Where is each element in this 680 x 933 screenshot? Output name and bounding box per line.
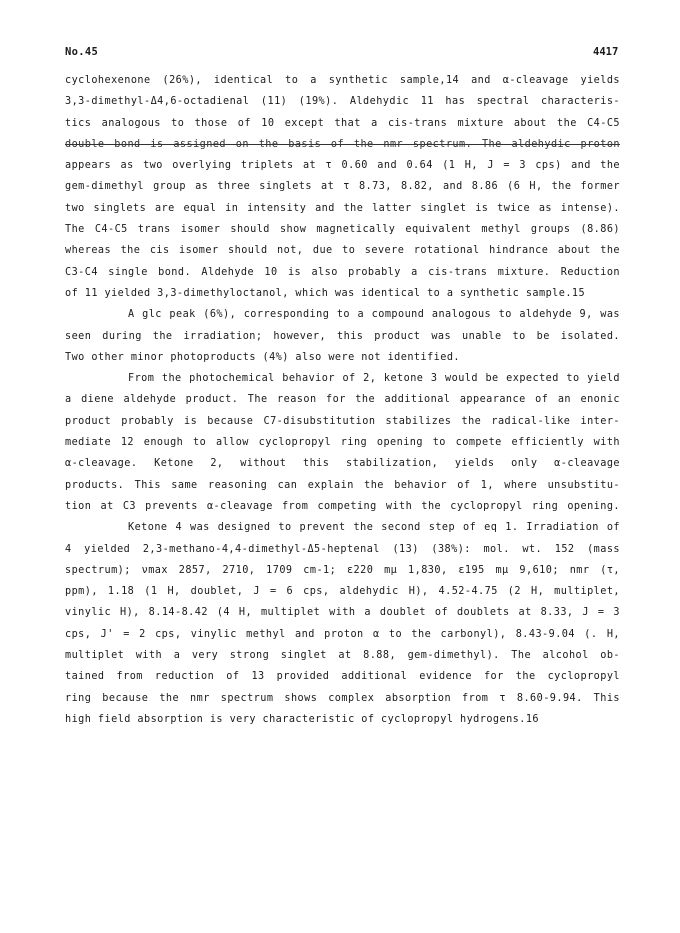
- text-line: A glc peak (6%), corresponding to a compound analogous to aldehyde 9, was: [128, 309, 620, 321]
- text-line: ppm), 1.18 (1 H, doublet, J = 6 cps, aldehydic H), 4.52-4.75 (2 H, multiplet,: [65, 586, 620, 598]
- text-line: multiplet with a very strong singlet at 8.88, gem-dimethyl). The alcohol ob-: [65, 650, 620, 662]
- text-line: products. This same reasoning can explain the behavior of 1, where unsubstitu-: [65, 479, 620, 491]
- text-line: Two other minor photoproducts (4%) also were not identified.: [65, 351, 461, 363]
- text-line: appears as two overlying triplets at τ 0.60 and 0.64 (1 H, J = 3 cps) and the: [65, 160, 620, 172]
- text-line: two singlets are equal in intensity and the latter singlet is twice as intense).: [65, 202, 620, 214]
- text-line: seen during the irradiation; however, this product was unable to be isolated.: [65, 330, 620, 342]
- text-line: tics analogous to those of 10 except that a cis-trans mixture about the C4-C5: [65, 117, 620, 129]
- body-text: [65, 70, 620, 730]
- text-line: 4 yielded 2,3-methano-4,4-dimethyl-Δ5-heptenal (13) (38%): mol. wt. 152 (mass: [65, 543, 620, 555]
- text-line: tion at C3 prevents α-cleavage from competing with the cyclopropyl ring opening.: [65, 500, 620, 512]
- text-line: cps, J' = 2 cps, vinylic methyl and proton α to the carbonyl), 8.43-9.04 (. H,: [65, 628, 620, 640]
- text-line: vinylic H), 8.14-8.42 (4 H, multiplet with a doublet of doublets at 8.33, J = 3: [65, 607, 620, 619]
- text-line: high field absorption is very characteristic of cyclopropyl hydrogens.16: [65, 713, 540, 725]
- text-line: whereas the cis isomer should not, due to severe rotational hindrance about the: [65, 245, 620, 257]
- text-line: The C4-C5 trans isomer should show magnetically equivalent methyl groups (8.86): [65, 224, 620, 236]
- text-line: a diene aldehyde product. The reason for the additional appearance of an enonic: [65, 394, 620, 406]
- text-line: ring because the nmr spectrum shows complex absorption from τ 8.60-9.94. This: [65, 692, 620, 704]
- text-line: Ketone 4 was designed to prevent the second step of eq 1. Irradiation of: [128, 522, 620, 534]
- page-number: 4417: [593, 46, 619, 58]
- journal-issue: No.45: [65, 46, 99, 58]
- text-line: cyclohexenone (26%), identical to a synthetic sample,14 and α-cleavage yields: [65, 75, 620, 86]
- text-line: product probably is because C7-disubstitution stabilizes the radical-like inter-: [65, 415, 620, 427]
- text-line: gem-dimethyl group as three singlets at τ 8.73, 8.82, and 8.86 (6 H, the former: [65, 181, 620, 193]
- text-line: of 11 yielded 3,3-dimethyloctanol, which was identical to a synthetic sample.15: [65, 287, 586, 299]
- text-line: spectrum); νmax 2857, 2710, 1709 cm-1; ε220 mμ 1,830, ε195 mμ 9,610; nmr (τ,: [65, 564, 620, 576]
- text-line: From the photochemical behavior of 2, ketone 3 would be expected to yield: [128, 373, 620, 385]
- text-line: mediate 12 enough to allow cyclopropyl ring opening to compete efficiently with: [65, 437, 620, 449]
- text-line: 3,3-dimethyl-Δ4,6-octadienal (11) (19%). Aldehydic 11 has spectral characteris-: [65, 96, 620, 108]
- text-line: tained from reduction of 13 provided additional evidence for the cyclopropyl: [65, 671, 620, 683]
- text-line: double bond is assigned on the basis of the nmr spectrum. The aldehydic proton: [65, 138, 620, 150]
- text-line: C3-C4 single bond. Aldehyde 10 is also probably a cis-trans mixture. Reduction: [65, 266, 620, 278]
- text-line: α-cleavage. Ketone 2, without this stabilization, yields only α-cleavage: [65, 458, 620, 470]
